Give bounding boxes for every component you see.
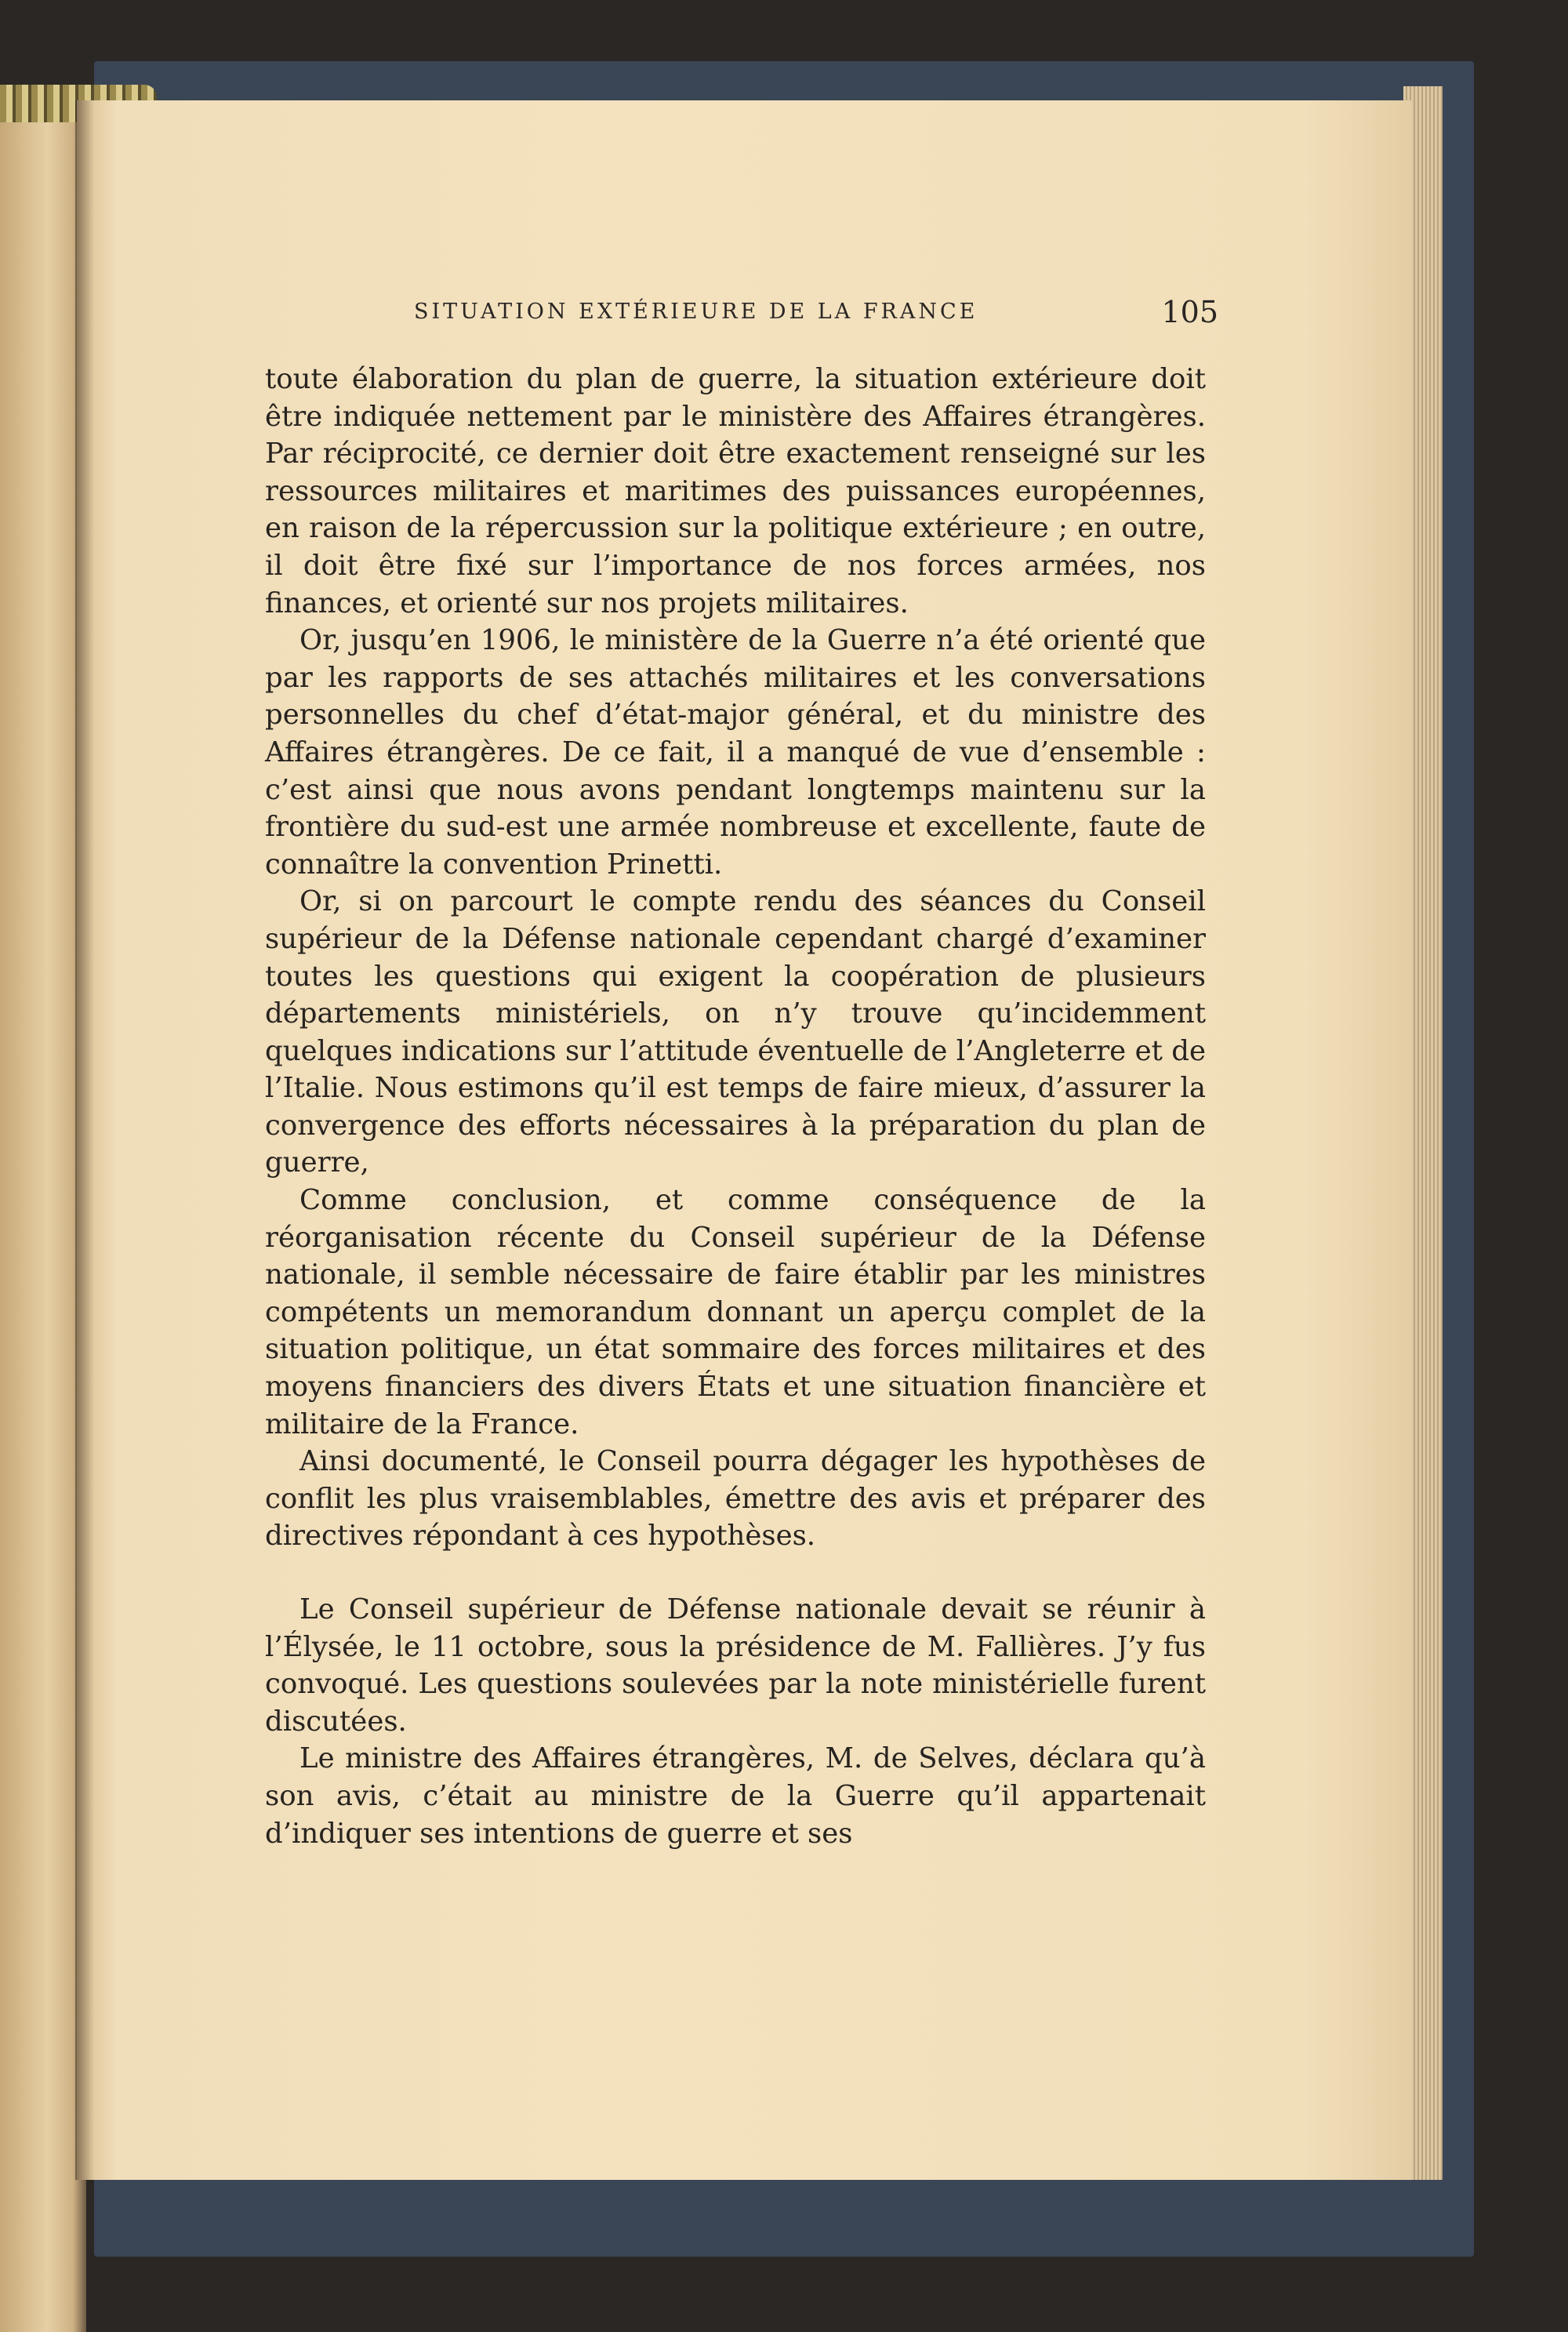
paragraph: Or, si on parcourt le compte rendu des séances du Conseil supérieur de la Défense nationale cependant chargé d’examiner toutes les questions qui exigent la coopération de plusieurs départements ministériels, on n’y trouve qu’incidemment quelques indications sur l’attitude éventuelle de l’Angleterre et de l’Italie. Nous estimons qu’il est temps de faire mieux, d’assurer la convergence des efforts nécessaires à la préparation du plan de guerre,	[265, 885, 1206, 1179]
page-number: 105	[1161, 295, 1218, 329]
running-head-title: SITUATION EXTÉRIEURE DE LA FRANCE	[414, 300, 978, 324]
paragraph: Le Conseil supérieur de Défense nationale devait se réunir à l’Élysée, le 11 octobre, sous la présidence de M. Fallières. J’y fus convoqué. Les questions soulevées par la note ministérielle furent discutées.	[265, 1593, 1206, 1738]
paragraph: Comme conclusion, et comme conséquence de la réorganisation récente du Conseil supérieur de la Défense nationale, il semble nécessaire de faire établir par les ministres compétents un memorandum donnant un aperçu complet de la situation politique, un état sommaire des forces militaires et des moyens financiers des divers États et une situation financière et militaire de la France.	[265, 1184, 1206, 1440]
running-head	[265, 295, 1218, 334]
section-break	[265, 1555, 1206, 1591]
paragraph: Le ministre des Affaires étrangères, M. de Selves, déclara qu’à son avis, c’était au ministre de la Guerre qu’il appartenait d’indiquer ses intentions de guerre et ses	[265, 1742, 1206, 1850]
facing-page-edge	[0, 110, 86, 2332]
body-text	[265, 361, 1206, 1852]
paragraph: Ainsi documenté, le Conseil pourra dégager les hypothèses de conflit les plus vraisemblables, émettre des avis et préparer des directives répondant à ces hypothèses.	[265, 1445, 1206, 1553]
paragraph: Or, jusqu’en 1906, le ministère de la Guerre n’a été orienté que par les rapports de ses attachés militaires et les conversations personnelles du chef d’état-major général, et du ministre des Affaires étrangères. De ce fait, il a manqué de vue d’ensemble : c’est ainsi que nous avons pendant longtemps maintenu sur la frontière du sud-est une armée nombreuse et excellente, faute de connaître la convention Prinetti.	[265, 624, 1206, 881]
gutter-shadow	[75, 100, 94, 2180]
paragraph: toute élaboration du plan de guerre, la situation extérieure doit être indiquée nettement par le ministère des Affaires étrangères. Par réciprocité, ce dernier doit être exactement renseigné sur les ressources militaires et maritimes des puissances européennes, en raison de la répercussion sur la politique extérieure ; en outre, il doit être fixé sur l’importance de nos forces armées, nos finances, et orienté sur nos projets militaires.	[265, 363, 1206, 619]
